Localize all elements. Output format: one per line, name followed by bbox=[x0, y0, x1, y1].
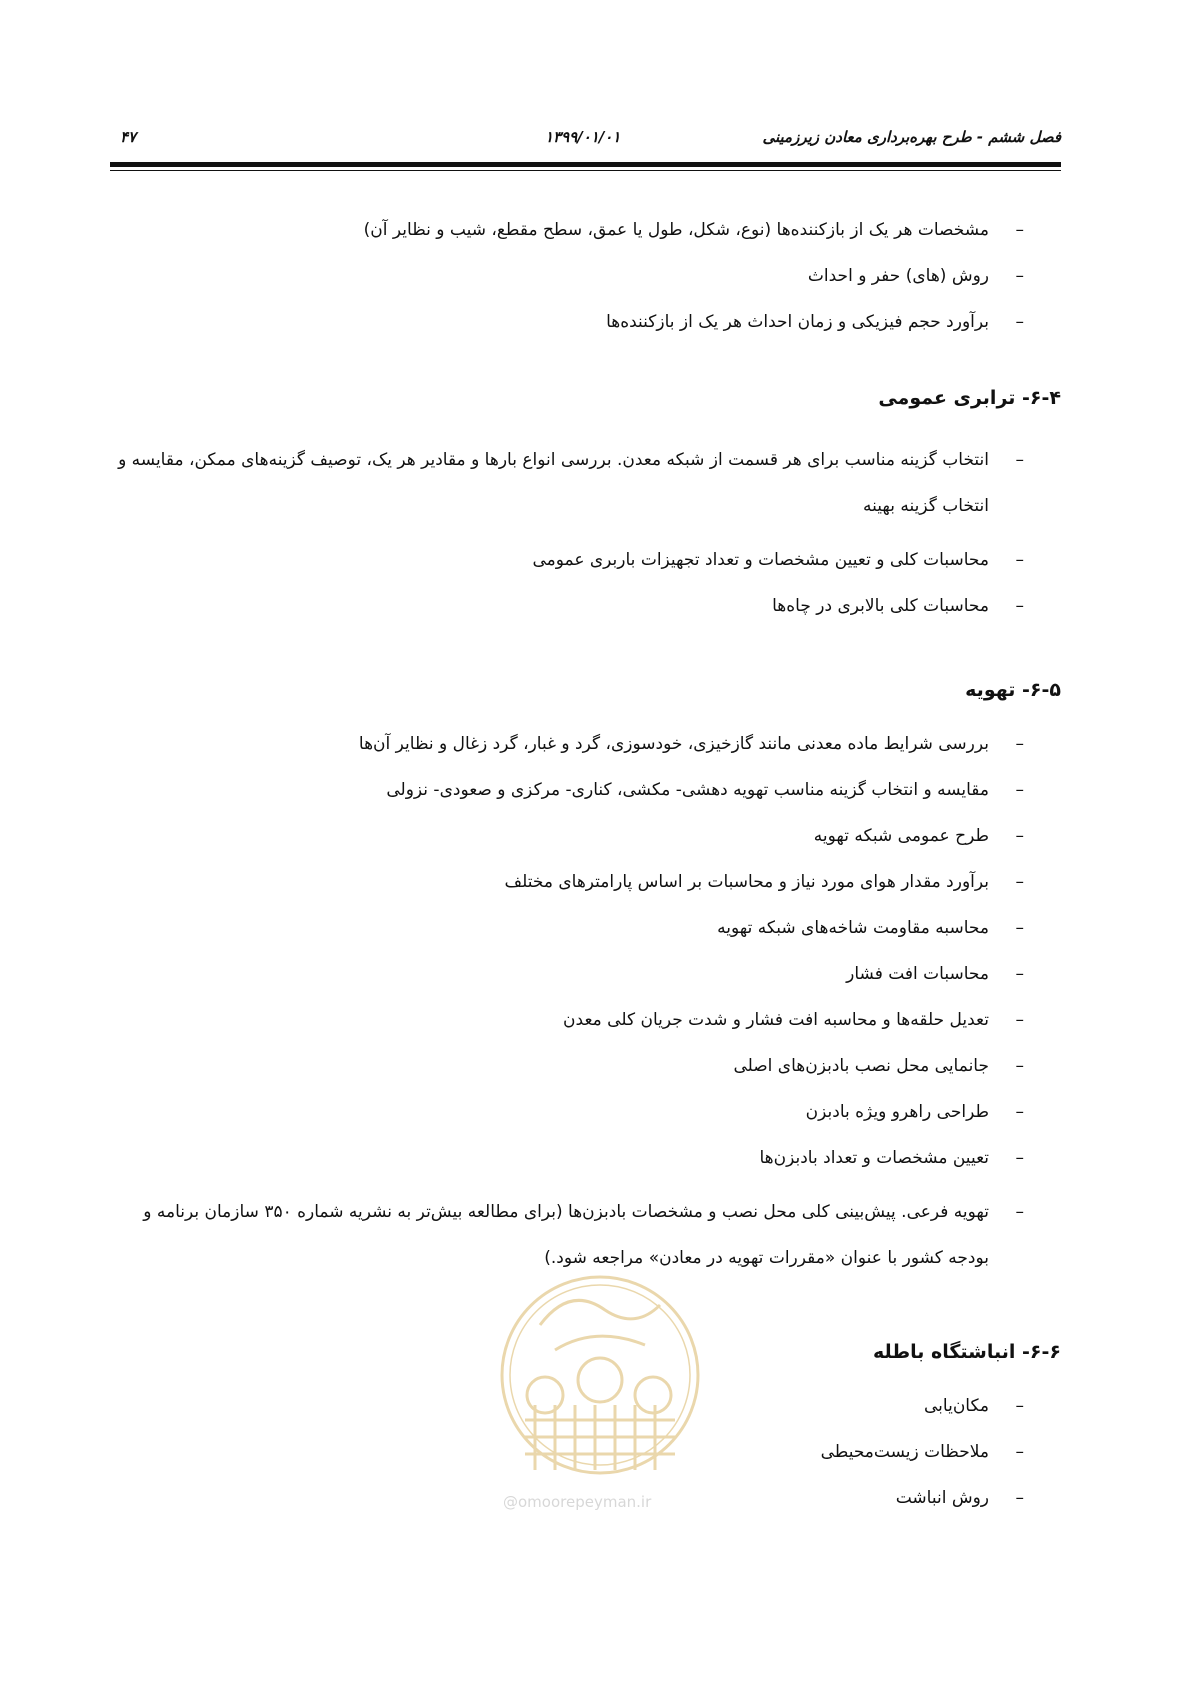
bullet-dash: – bbox=[1015, 266, 1024, 286]
bullet-dash: – bbox=[1015, 826, 1024, 846]
list-item: – ملاحظات زیست‌محیطی bbox=[110, 1437, 1061, 1467]
bullet-dash: – bbox=[1015, 450, 1024, 470]
list-item: – طراحی راهرو ویژه بادبزن bbox=[110, 1097, 1061, 1127]
watermark-logo bbox=[495, 1265, 705, 1525]
section-heading-ventilation: ۶-۵- تهویه bbox=[965, 679, 1061, 701]
list-item: – برآورد مقدار هوای مورد نیاز و محاسبات بر اساس پارامترهای مختلف bbox=[110, 867, 1061, 897]
bullet-dash: – bbox=[1015, 1396, 1024, 1416]
watermark-text: @omoorepeyman.ir bbox=[503, 1493, 652, 1511]
bullet-dash: – bbox=[1015, 1202, 1024, 1222]
bullet-dash: – bbox=[1015, 220, 1024, 240]
header-date: ۱۳۹۹/۰۱/۰۱ bbox=[545, 128, 621, 146]
list-item: – محاسبات افت فشار bbox=[110, 959, 1061, 989]
ventilation-list bbox=[110, 729, 1061, 1281]
bullet-dash: – bbox=[1015, 918, 1024, 938]
list-item: – انتخاب گزینه مناسب برای هر قسمت از شبکه معدن. بررسی انواع بارها و مقادیر هر یک، توصیف گزینه‌های ممکن، مقایسه و انتخاب گزینه بهینه bbox=[110, 437, 1061, 529]
header-rule-thin bbox=[110, 170, 1061, 171]
watermark-seal-icon bbox=[495, 1265, 705, 1490]
bullet-dash: – bbox=[1015, 1102, 1024, 1122]
bullet-dash: – bbox=[1015, 1010, 1024, 1030]
list-item: – بررسی شرایط ماده معدنی مانند گازخیزی، خودسوزی، گرد و غبار، گرد زغال و نظایر آن‌ها bbox=[110, 729, 1061, 759]
chapter-title: فصل ششم - طرح بهره‌برداری معادن زیرزمینی bbox=[762, 128, 1061, 146]
list-item: – محاسبات کلی و تعیین مشخصات و تعداد تجهیزات باربری عمومی bbox=[110, 545, 1061, 575]
bullet-dash: – bbox=[1015, 550, 1024, 570]
header-rule-thick bbox=[110, 162, 1061, 167]
list-item: – مشخصات هر یک از بازکننده‌ها (نوع، شکل، طول یا عمق، سطح مقطع، شیب و نظایر آن) bbox=[110, 215, 1061, 245]
bullet-dash: – bbox=[1015, 312, 1024, 332]
bullet-dash: – bbox=[1015, 596, 1024, 616]
list-item: – تعیین مشخصات و تعداد بادبزن‌ها bbox=[110, 1143, 1061, 1173]
list-item: – روش (های) حفر و احداث bbox=[110, 261, 1061, 291]
bullet-dash: – bbox=[1015, 780, 1024, 800]
list-item: – روش انباشت bbox=[110, 1483, 1061, 1513]
bullet-dash: – bbox=[1015, 872, 1024, 892]
list-item: – جانمایی محل نصب بادبزن‌های اصلی bbox=[110, 1051, 1061, 1081]
page-number: ۴۷ bbox=[120, 128, 137, 146]
list-item: – تهویه فرعی. پیش‌بینی کلی محل نصب و مشخصات بادبزن‌ها (برای مطالعه بیش‌تر به نشریه شماره ۳۵۰ سازمان برنامه و بودجه کشور با عنوان «مقررات تهویه در معادن» مراجعه شود.) bbox=[110, 1189, 1061, 1281]
list-item: – تعدیل حلقه‌ها و محاسبه افت فشار و شدت جریان کلی معدن bbox=[110, 1005, 1061, 1035]
intro-list bbox=[110, 215, 1061, 337]
list-item: – برآورد حجم فیزیکی و زمان احداث هر یک از بازکننده‌ها bbox=[110, 307, 1061, 337]
list-item: – مقایسه و انتخاب گزینه مناسب تهویه دهشی- مکشی، کناری- مرکزی و صعودی- نزولی bbox=[110, 775, 1061, 805]
bullet-dash: – bbox=[1015, 964, 1024, 984]
list-item: – مکان‌یابی bbox=[110, 1391, 1061, 1421]
section-heading-waste-dump: ۶-۶- انباشتگاه باطله bbox=[872, 1341, 1061, 1363]
list-item: – طرح عمومی شبکه تهویه bbox=[110, 821, 1061, 851]
bullet-dash: – bbox=[1015, 1148, 1024, 1168]
bullet-dash: – bbox=[1015, 1056, 1024, 1076]
bullet-dash: – bbox=[1015, 734, 1024, 754]
bullet-dash: – bbox=[1015, 1488, 1024, 1508]
transport-list bbox=[110, 437, 1061, 621]
list-item: – محاسبه مقاومت شاخه‌های شبکه تهویه bbox=[110, 913, 1061, 943]
page-header bbox=[110, 128, 1061, 158]
list-item: – محاسبات کلی بالابری در چاه‌ها bbox=[110, 591, 1061, 621]
section-heading-transport: ۶-۴- ترابری عمومی bbox=[878, 387, 1061, 409]
bullet-dash: – bbox=[1015, 1442, 1024, 1462]
